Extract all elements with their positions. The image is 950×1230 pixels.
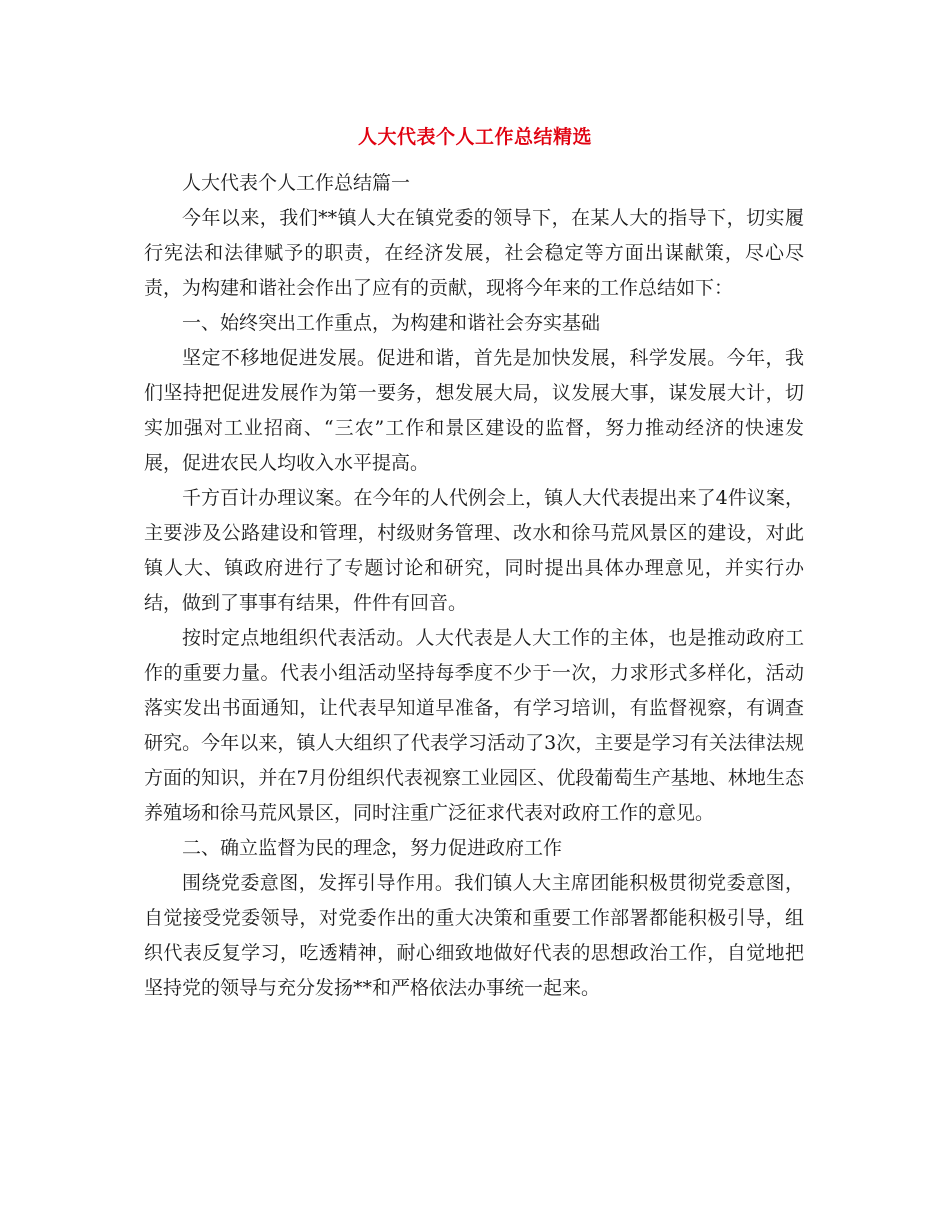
section-subtitle: 人大代表个人工作总结篇一 [182, 172, 411, 194]
document-title: 人大代表个人工作总结精选 [357, 126, 592, 148]
paragraph: 围绕党委意图，发挥引导作用。我们镇人大主席团能积极贯彻党委意图，自觉接受党委领导，对党委作出的重大决策和重要工作部署都能积极引导，组织代表反复学习，吃透精神，耐心细致地做好代表的思想政治工作，自觉地把坚持党的领导与充分发扬**和严格依法办事统一起来。 [144, 872, 804, 999]
paragraph: 千方百计办理议案。在今年的人代例会上，镇人大代表提出来了4件议案，主要涉及公路建设和管理，村级财务管理、改水和徐马荒风景区的建设，对此镇人大、镇政府进行了专题讨论和研究，同时提出具体办理意见，并实行办结，做到了事事有结果，件件有回音。 [144, 487, 804, 614]
paragraph: 按时定点地组织代表活动。人大代表是人大工作的主体，也是推动政府工作的重要力量。代表小组活动坚持每季度不少于一次，力求形式多样化，活动落实发出书面通知，让代表早知道早准备，有学习培训，有监督视察，有调查研究。今年以来，镇人大组织了代表学习活动了3次，主要是学习有关法律法规方面的知识，并在7月份组织代表视察工业园区、优段葡萄生产基地、林地生态养殖场和徐马荒风景区，同时注重广泛征求代表对政府工作的意见。 [144, 627, 804, 824]
document-body [144, 166, 804, 1006]
section-heading: 一、始终突出工作重点，为构建和谐社会夯实基础 [182, 312, 601, 334]
paragraph: 今年以来，我们**镇人大在镇党委的领导下，在某人大的指导下，切实履行宪法和法律赋予的职责，在经济发展，社会稳定等方面出谋献策，尽心尽责，为构建和谐社会作出了应有的贡献，现将今年来的工作总结如下： [144, 207, 804, 299]
section-heading: 二、确立监督为民的理念，努力促进政府工作 [182, 837, 563, 859]
paragraph: 坚定不移地促进发展。促进和谐，首先是加快发展，科学发展。今年，我们坚持把促进发展作为第一要务，想发展大局，议发展大事，谋发展大计，切实加强对工业招商、“三农”工作和景区建设的监督，努力推动经济的快速发展，促进农民人均收入水平提高。 [144, 347, 804, 474]
